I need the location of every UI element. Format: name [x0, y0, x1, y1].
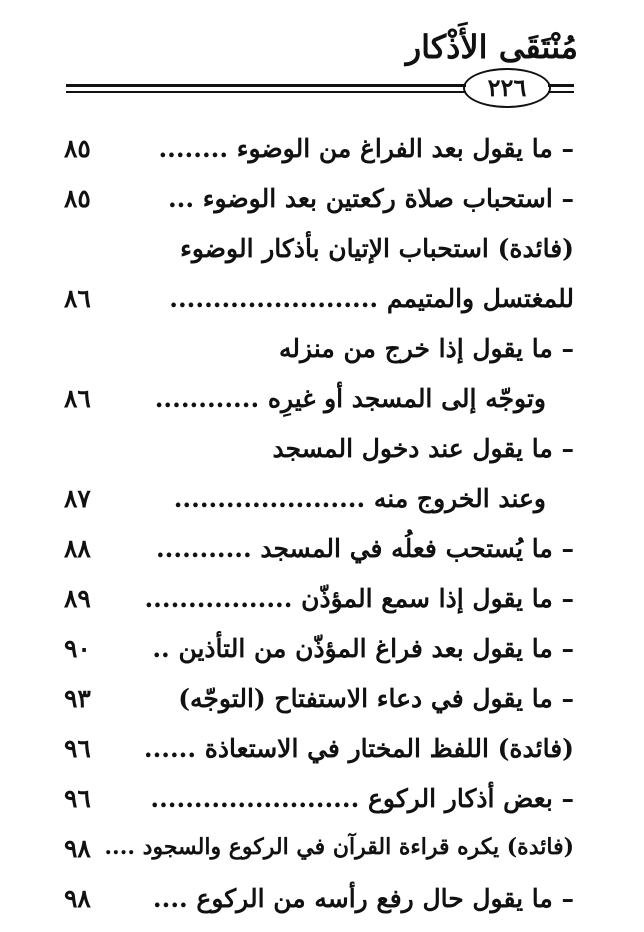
toc-entry: [64, 228, 574, 272]
header-rule: [548, 84, 574, 87]
toc-entry: [64, 328, 574, 372]
toc-entry-text: – ما يقول عند دخول المسجد: [272, 434, 574, 463]
toc-entry-text: – ما يقول بعد فراغ المؤذّن من التأذين ..: [152, 634, 574, 663]
toc-entry: [64, 378, 574, 422]
toc-entry-text: – ما يقول حال رفع رأسه من الركوع ....: [152, 884, 574, 913]
toc-entry-text: – ما يقول إذا خرج من منزله: [279, 334, 574, 363]
toc-entry: [64, 678, 574, 722]
page-header: [0, 0, 644, 110]
toc-entry-text: (فائدة) يكره قراءة القرآن في الركوع والسجود ....: [104, 834, 574, 860]
header-rule: [548, 91, 574, 93]
toc-entry: [64, 628, 574, 672]
toc-entry: [64, 828, 574, 872]
toc-entry: [64, 878, 574, 922]
toc-entry-text: – ما يقول في دعاء الاستفتاح (التوجّه): [178, 684, 574, 713]
toc-entry: [64, 128, 574, 172]
toc-entry-page: ٨٧: [64, 484, 91, 513]
toc-entry-page: ٩٦: [64, 734, 91, 763]
toc-entry-page: ٨٦: [64, 284, 91, 313]
toc-entry-page: ٩٦: [64, 784, 91, 813]
toc-entry-text: وعند الخروج منه ......................: [173, 484, 546, 513]
toc-entry-page: ٩٨: [64, 884, 91, 913]
toc-entry: [64, 428, 574, 472]
toc-entry-text: – استحباب صلاة ركعتين بعد الوضوء ...: [167, 184, 574, 213]
book-title: مُنْتَقَى الأَذْكار: [405, 28, 578, 66]
toc-entry: [64, 478, 574, 522]
toc-entry-text: – بعض أذكار الركوع ........................: [150, 784, 574, 813]
toc-entry: [64, 778, 574, 822]
toc-entry-text: – ما يقول بعد الفراغ من الوضوء ........: [158, 134, 574, 163]
toc-entry: [64, 278, 574, 322]
toc-entry: [64, 728, 574, 772]
toc-entry-page: ٩٠: [64, 634, 91, 663]
toc-entry-page: ٨٩: [64, 584, 91, 613]
toc-entry: [64, 528, 574, 572]
toc-entry-page: ٨٥: [64, 184, 91, 213]
toc-entry-text: (فائدة) استحباب الإتيان بأذكار الوضوء: [180, 234, 574, 263]
page-number: ٢٢٦: [463, 68, 551, 108]
header-rule: [66, 91, 466, 93]
header-rule: [66, 84, 466, 87]
toc-entry-text: – ما يقول إذا سمع المؤذّن .................: [144, 584, 574, 613]
toc-entry: [64, 578, 574, 622]
toc-entry-text: – ما يُستحب فعلُه في المسجد ...........: [155, 534, 574, 563]
toc-entry-page: ٨٨: [64, 534, 91, 563]
toc-entry-page: ٩٨: [64, 834, 91, 863]
toc-entry-page: ٨٥: [64, 134, 91, 163]
toc-entry: [64, 178, 574, 222]
toc-entry-page: ٩٣: [64, 684, 91, 713]
toc-entry-text: (فائدة) اللفظ المختار في الاستعاذة ......: [143, 734, 574, 763]
toc-entry-text: وتوجّه إلى المسجد أو غيرِه ............: [154, 384, 546, 413]
toc-entry-text: للمغتسل والمتيمم ........................: [169, 284, 574, 313]
toc-entry-page: ٨٦: [64, 384, 91, 413]
